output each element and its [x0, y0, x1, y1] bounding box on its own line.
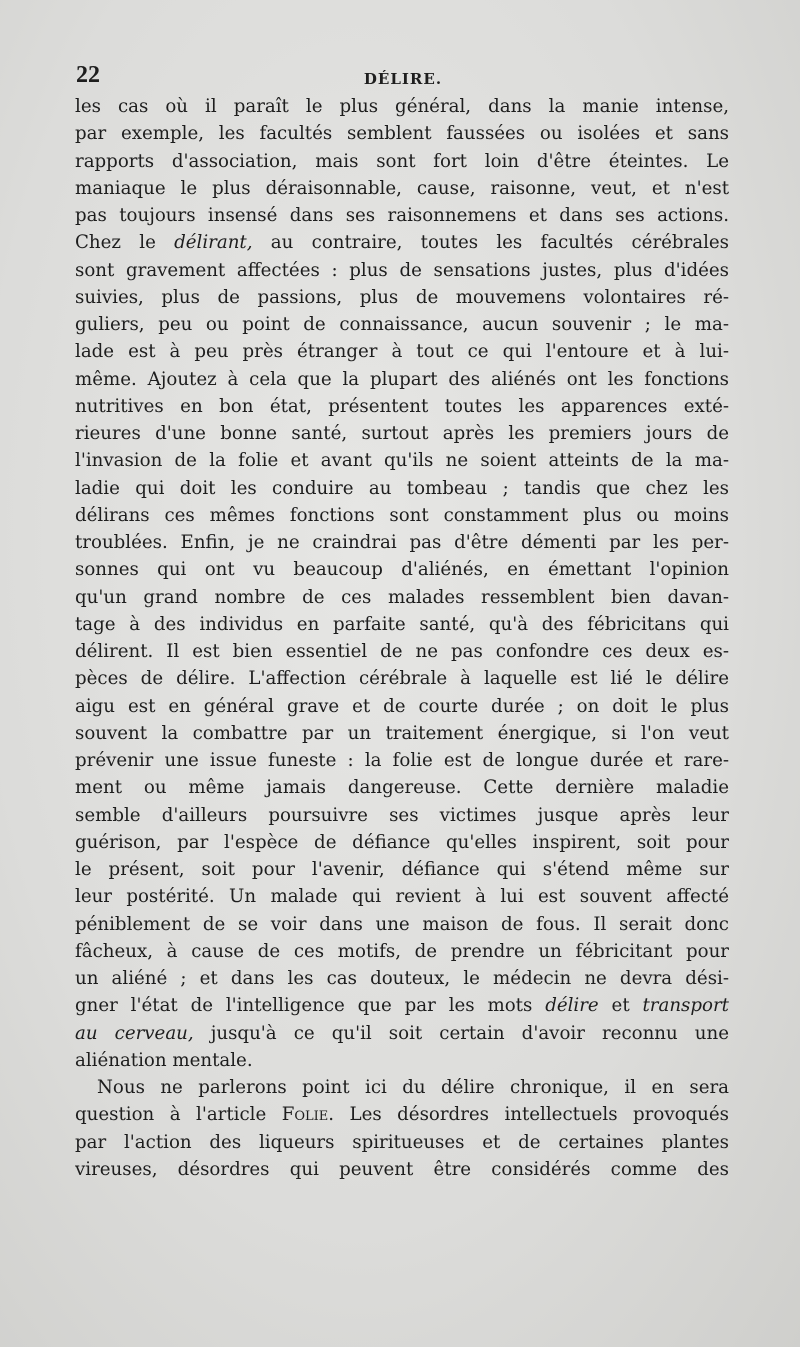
text-line [75, 1156, 729, 1183]
text-line [75, 992, 729, 1019]
text-segment: troublées. Enfin, je ne craindrai pas d'être démenti par les per- [75, 532, 729, 553]
text-segment: tage à des individus en parfaite santé, qu'à des fébricitans qui [75, 613, 729, 635]
small-caps-term: Folie [281, 1104, 329, 1126]
text-line [75, 475, 729, 502]
italic-term: délire [545, 995, 599, 1017]
text-line [75, 1129, 729, 1156]
italic-term: au cerveau, [75, 1022, 194, 1044]
text-segment: péniblement de se voir dans une maison de fous. Il serait donc [75, 913, 729, 935]
text-segment: question à l'article [75, 1104, 282, 1126]
text-line [75, 638, 729, 665]
text-segment: semble d'ailleurs poursuivre ses victimes jusque après leur [75, 804, 729, 826]
text-line [75, 366, 729, 393]
italic-term: transport [642, 995, 729, 1017]
text-line [75, 529, 729, 556]
text-line [75, 693, 729, 720]
text-line [75, 774, 729, 801]
text-line [75, 856, 729, 883]
text-line [75, 1047, 729, 1074]
text-segment: un aliéné ; et dans les cas douteux, le médecin ne devra dési- [75, 968, 729, 989]
text-line [75, 148, 729, 175]
text-segment: sonnes qui ont vu beaucoup d'aliénés, en émettant l'opinion [75, 559, 729, 581]
text-segment: souvent la combattre par un traitement énergique, si l'on veut [75, 722, 729, 744]
text-segment: délirans ces mêmes fonctions sont constamment plus ou moins [75, 504, 729, 526]
text-line [75, 284, 729, 311]
text-line [75, 93, 729, 120]
text-line [75, 502, 729, 529]
body-text [75, 93, 729, 1183]
text-line [75, 1020, 729, 1047]
page-number: 22 [76, 62, 100, 88]
text-line [75, 338, 729, 365]
text-line [75, 965, 729, 992]
text-segment: aigu est en général grave et de courte durée ; on doit le plus [75, 695, 729, 717]
text-line [75, 202, 729, 229]
text-segment: guérison, par l'espèce de défiance qu'elles inspirent, soit pour [75, 831, 729, 853]
text-line [75, 311, 729, 338]
text-line [75, 665, 729, 692]
text-line [75, 883, 729, 910]
text-segment: pas toujours insensé dans ses raisonnemens et dans ses actions. [75, 205, 729, 226]
text-line [75, 747, 729, 774]
text-line [75, 556, 729, 583]
text-segment: gner l'état de l'intelligence que par les mots [75, 995, 546, 1017]
text-segment: rapports d'association, mais sont fort loin d'être éteintes. Le [75, 150, 729, 172]
text-line [75, 938, 729, 965]
text-segment: Nous ne parlerons point ici du délire chronique, il en sera [97, 1077, 729, 1098]
text-line [75, 720, 729, 747]
text-line [75, 611, 729, 638]
text-segment: leur postérité. Un malade qui revient à lui est souvent affecté [75, 886, 729, 908]
text-line [75, 829, 729, 856]
text-segment: par exemple, les facultés semblent faussées ou isolées et sans [75, 123, 729, 145]
page-header [76, 62, 730, 92]
text-segment: sont gravement affectées : plus de sensations justes, plus d'idées [75, 259, 729, 281]
text-segment: et [598, 995, 643, 1017]
text-segment: rieures d'une bonne santé, surtout après les premiers jours de [75, 423, 729, 444]
text-segment: aliénation mentale. [75, 1049, 253, 1071]
text-line [75, 1101, 729, 1128]
text-line [75, 447, 729, 474]
text-line [75, 120, 729, 147]
text-segment: pèces de délire. L'affection cérébrale à laquelle est lié le délire [75, 668, 729, 690]
text-segment: maniaque le plus déraisonnable, cause, raisonne, veut, et n'est [75, 177, 729, 199]
text-segment: prévenir une issue funeste : la folie est de longue durée et rare- [75, 750, 729, 771]
text-segment: fâcheux, à cause de ces motifs, de prendre un fébricitant pour [75, 940, 729, 962]
text-segment: par l'action des liqueurs spiritueuses et de certaines plantes [75, 1131, 729, 1153]
text-line [75, 802, 729, 829]
text-line [75, 393, 729, 420]
text-line [75, 175, 729, 202]
text-segment: . Les désordres intellectuels provoqués [328, 1104, 729, 1126]
text-segment: guliers, peu ou point de connaissance, aucun souvenir ; le ma- [75, 314, 729, 335]
text-line [75, 911, 729, 938]
text-segment: lade est à peu près étranger à tout ce qui l'entoure et à lui- [75, 341, 729, 363]
text-segment: nutritives en bon état, présentent toutes les apparences exté- [75, 395, 729, 417]
text-line [75, 420, 729, 447]
text-segment: le présent, soit pour l'avenir, défiance qui s'étend même sur [75, 859, 729, 880]
text-line [75, 257, 729, 284]
text-segment: même. Ajoutez à cela que la plupart des aliénés ont les fonctions [75, 368, 729, 390]
text-line [75, 584, 729, 611]
text-segment: qu'un grand nombre de ces malades ressemblent bien davan- [75, 586, 729, 608]
text-segment: ladie qui doit les conduire au tombeau ; tandis que chez les [75, 477, 729, 499]
text-segment: au contraire, toutes les facultés cérébrales [252, 232, 729, 254]
text-segment: l'invasion de la folie et avant qu'ils ne soient atteints de la ma- [75, 450, 729, 472]
text-segment: délirent. Il est bien essentiel de ne pas confondre ces deux es- [75, 641, 729, 662]
text-segment: les cas où il paraît le plus général, dans la manie intense, [75, 96, 729, 117]
text-line [75, 229, 729, 256]
text-line [75, 1074, 729, 1101]
italic-term: délirant, [174, 232, 253, 254]
text-segment: Chez le [75, 232, 175, 254]
text-segment: jusqu'à ce qu'il soit certain d'avoir reconnu une [193, 1022, 729, 1044]
text-segment: suivies, plus de passions, plus de mouvemens volontaires ré- [75, 286, 729, 308]
text-segment: vireuses, désordres qui peuvent être considérés comme des [75, 1158, 729, 1180]
running-title: DÉLIRE. [363, 70, 443, 88]
text-segment: ment ou même jamais dangereuse. Cette dernière maladie [75, 777, 729, 799]
